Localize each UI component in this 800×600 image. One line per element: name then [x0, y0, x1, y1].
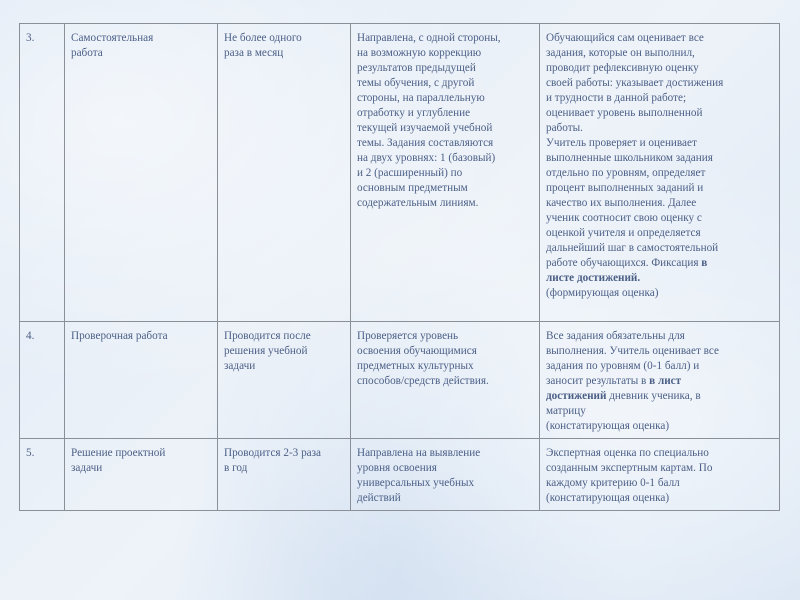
frequency: Не более одного раза в месяц [218, 24, 351, 322]
work-type: Решение проектной задачи [65, 439, 218, 511]
table-row [20, 322, 780, 439]
row-number: 4. [20, 322, 65, 439]
row-number: 3. [20, 24, 65, 322]
purpose: Проверяется уровень освоения обучающимися предметных культурных способов/средств действия. [351, 322, 540, 439]
work-type: Проверочная работа [65, 322, 218, 439]
assessment-text: Все задания обязательны для выполнения. Учитель оценивает все задания по уровням (0-1 балл) и заносит результаты в [546, 330, 719, 387]
row-number: 5. [20, 439, 65, 511]
assessment-cell [540, 439, 780, 511]
assessment-bold-text: в листе достижений. [546, 257, 708, 284]
frequency: Проводится 2-3 раза в год [218, 439, 351, 511]
assessment-tail-text: (формирующая оценка) [546, 287, 659, 299]
assessment-forms-table [19, 23, 780, 511]
assessment-text: Экспертная оценка по специально созданным экспертным картам. По каждому критерию 0-1 балл (констатирующая оценка) [546, 447, 713, 504]
purpose: Направлена, с одной стороны, на возможную коррекцию результатов предыдущей темы обучения, с другой стороны, на параллельную отработку и углубление текущей изучаемой учебной темы. Задания составляются на двух уровнях: 1 (базовый) и 2 (расширенный) по основным предметным содержательным линиям. [351, 24, 540, 322]
frequency: Проводится после решения учебной задачи [218, 322, 351, 439]
assessment-bold-text: в лист достижений [546, 375, 682, 402]
table-row [20, 24, 780, 322]
assessment-tail-text: дневник ученика, в матрицу (констатирующая оценка) [546, 390, 701, 432]
work-type: Самостоятельная работа [65, 24, 218, 322]
table-row [20, 439, 780, 511]
purpose: Направлена на выявление уровня освоения универсальных учебных действий [351, 439, 540, 511]
assessment-cell [540, 24, 780, 322]
assessment-text: Обучающийся сам оценивает все задания, которые он выполнил, проводит рефлексивную оценку своей работы: указывает достижения и трудности в данной работе; оценивает уровень выполненной работы. Учитель проверяет и оценивает выполненные школьником задания отдельно по уровням, определяет процент выполненных заданий и качество их выполнения. Далее ученик соотносит свою оценку с оценкой учителя и определяется дальнейший шаг в самостоятельной работе обучающихся. Фиксация [546, 32, 724, 269]
assessment-cell [540, 322, 780, 439]
